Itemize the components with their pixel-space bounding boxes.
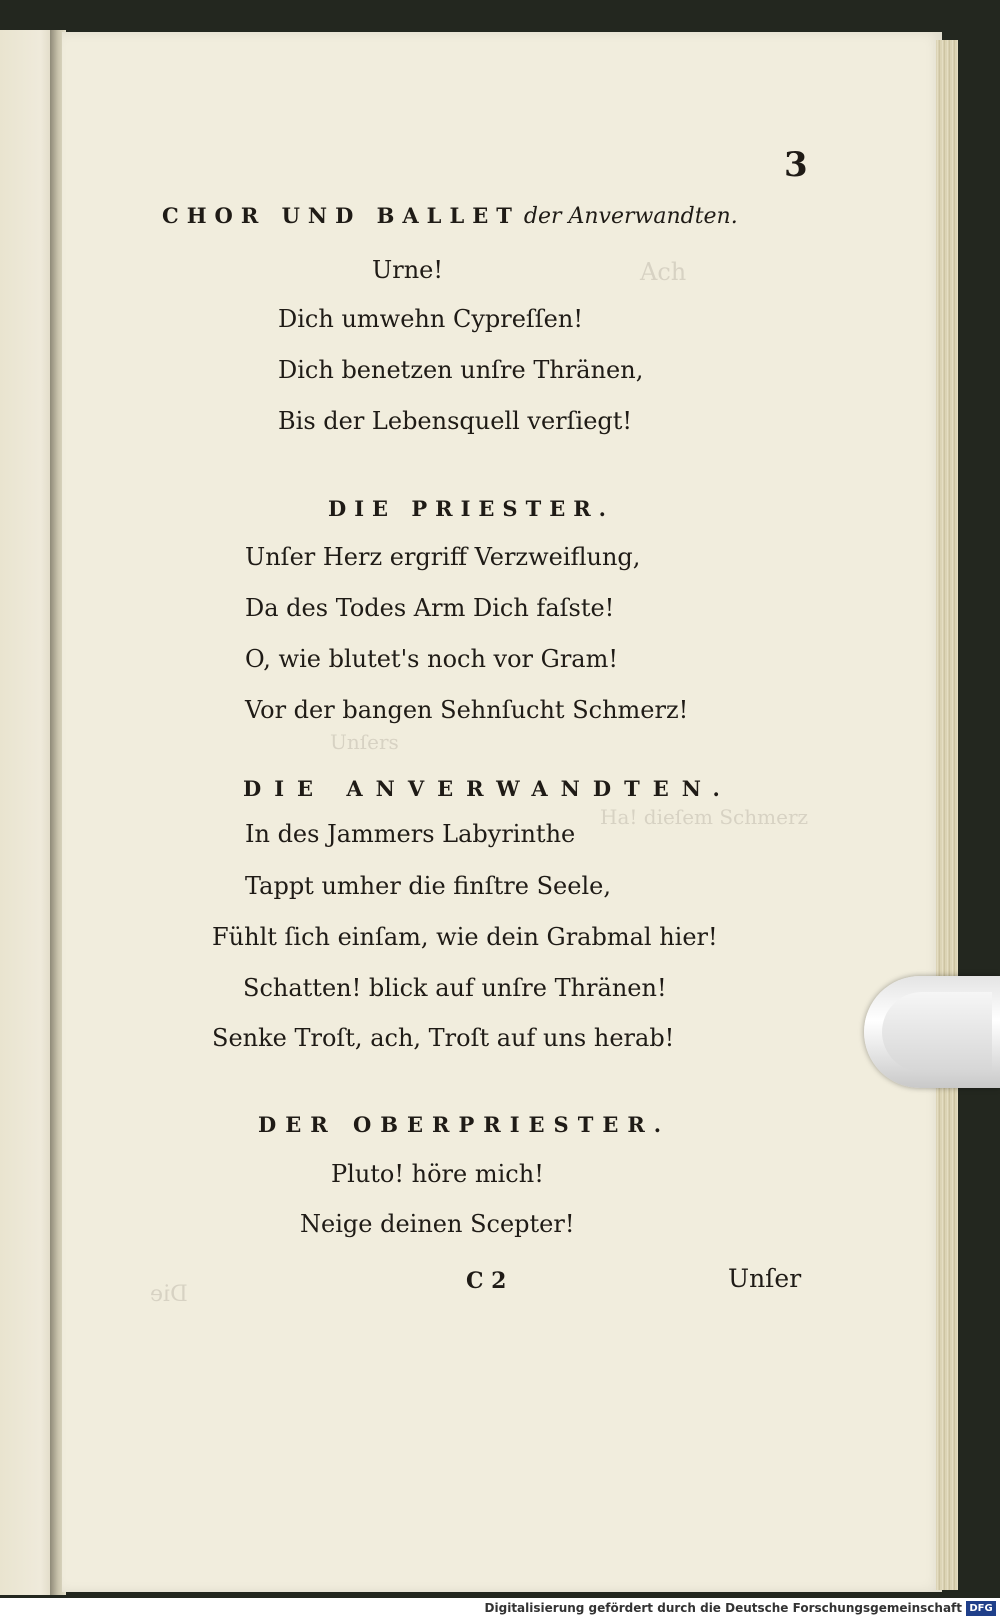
- verse-line: Dich umwehn Cypreſſen!: [278, 305, 583, 333]
- bleed-through-text: Ach: [640, 258, 687, 286]
- verse-line: O, wie blutet's noch vor Gram!: [245, 645, 619, 673]
- dfg-logo-icon: DFG: [966, 1601, 996, 1616]
- page-edges: [936, 40, 958, 1590]
- footer-bar: [0, 1598, 1000, 1620]
- funding-notice: Digitalisierung gefördert durch die Deutsche Forschungsgemeinschaft: [484, 1601, 962, 1615]
- speaker-heading: [162, 203, 738, 229]
- book-page: [62, 32, 942, 1592]
- verse-line: Urne!: [372, 256, 444, 284]
- verse-line: Schatten! blick auf unſre Thränen!: [243, 974, 667, 1002]
- verse-line: Tappt umher die finſtre Seele,: [245, 872, 611, 900]
- verse-line: In des Jammers Labyrinthe: [245, 820, 576, 848]
- bleed-through-text: Unſers: [330, 730, 399, 754]
- verse-line: Pluto! höre mich!: [331, 1160, 544, 1188]
- verse-line: Vor der bangen Sehnſucht Schmerz!: [245, 696, 689, 724]
- page-number: 3: [784, 145, 808, 185]
- speaker-heading: DER OBERPRIESTER.: [258, 1112, 671, 1137]
- verse-line: Senke Troſt, ach, Troſt auf uns herab!: [212, 1024, 675, 1052]
- page-clip-tab: [864, 976, 1000, 1088]
- catchword: Unſer: [728, 1264, 802, 1293]
- heading-italic-text: der Anverwandten.: [523, 204, 738, 229]
- speaker-heading: DIE ANVERWANDTEN.: [243, 776, 733, 801]
- heading-text: CHOR UND BALLET: [162, 203, 520, 228]
- verse-line: Neige deinen Scepter!: [300, 1210, 575, 1238]
- verse-line: Unſer Herz ergriff Verzweiflung,: [245, 543, 641, 571]
- verse-line: Fühlt ſich einſam, wie dein Grabmal hier!: [212, 923, 718, 951]
- verse-line: Dich benetzen unſre Thränen,: [278, 356, 644, 384]
- verse-line: Bis der Lebensquell verſiegt!: [278, 407, 633, 435]
- signature-mark: C 2: [466, 1268, 507, 1294]
- page-clip-inner: [882, 992, 992, 1072]
- bleed-through-text: Die: [150, 1282, 188, 1307]
- verse-line: Da des Todes Arm Dich faſste!: [245, 594, 615, 622]
- speaker-heading: DIE PRIESTER.: [328, 496, 614, 521]
- bleed-through-text: Ha! dieſem Schmerz: [600, 805, 809, 829]
